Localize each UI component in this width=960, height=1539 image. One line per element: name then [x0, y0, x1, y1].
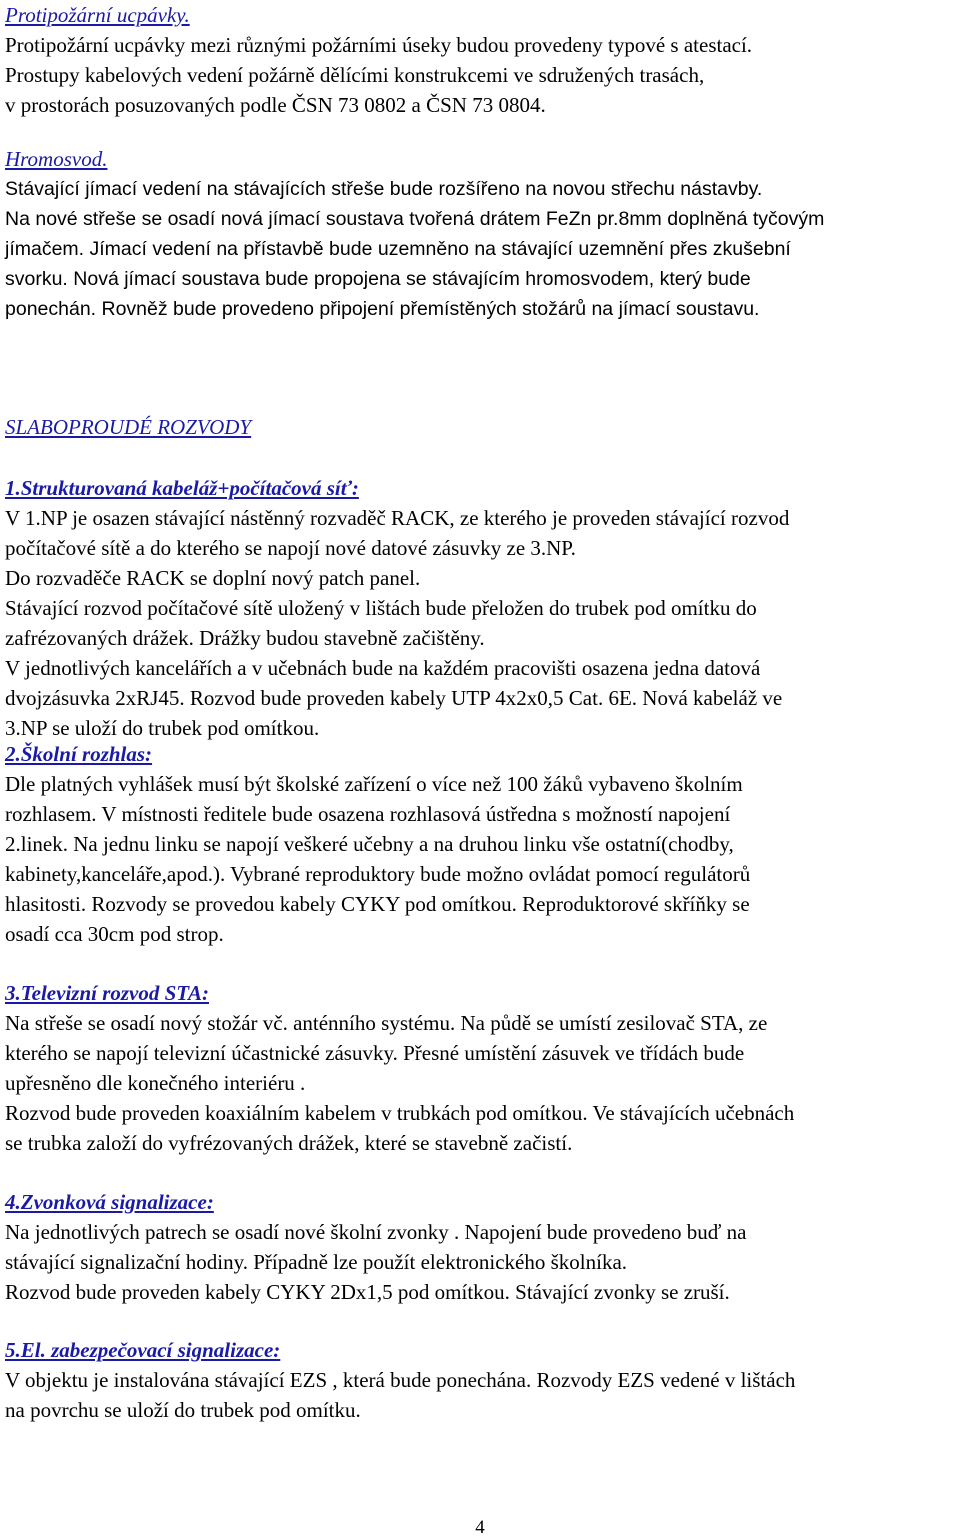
paragraph-line: Stávající rozvod počítačové sítě uložený v lištách bude přeložen do trubek pod omítku do: [5, 596, 757, 620]
section-heading: 4.Zvonková signalizace:: [5, 1190, 214, 1214]
paragraph-line: Rozvod bude proveden koaxiálním kabelem v trubkách pod omítkou. Ve stávajících učebnách: [5, 1101, 795, 1125]
paragraph-line: zafrézovaných drážek. Drážky budou stavebně začištěny.: [5, 626, 485, 650]
paragraph-line: Protipožární ucpávky mezi různými požárními úseky budou provedeny typové s atestací.: [5, 33, 753, 57]
paragraph-line: jímačem. Jímací vedení na přístavbě bude uzemněno na stávající uzemnění přes zkušební: [5, 238, 791, 260]
paragraph-line: Na jednotlivých patrech se osadí nové školní zvonky . Napojení bude provedeno buď na: [5, 1220, 747, 1244]
paragraph-line: 2.linek. Na jednu linku se napojí veškeré učebny a na druhou linku vše ostatní(chodby,: [5, 832, 734, 856]
section-heading: 2.Školní rozhlas:: [5, 742, 153, 766]
paragraph-line: V objektu je instalována stávající EZS , která bude ponechána. Rozvody EZS vedené v lištách: [5, 1368, 796, 1392]
page-number: 4: [475, 1517, 485, 1538]
section-heading: 5.El. zabezpečovací signalizace:: [5, 1338, 281, 1362]
paragraph-line: Prostupy kabelových vedení požárně dělícími konstrukcemi ve sdružených trasách,: [5, 63, 705, 87]
paragraph-line: osadí cca 30cm pod strop.: [5, 922, 224, 946]
section-security-alarm: [5, 1335, 795, 1425]
paragraph-line: na povrchu se uloží do trubek pod omítku.: [5, 1398, 361, 1422]
paragraph-line: Do rozvaděče RACK se doplní nový patch panel.: [5, 566, 421, 590]
paragraph-line: Na nové střeše se osadí nová jímací soustava tvořená drátem FeZn pr.8mm doplněná tyčovým: [5, 208, 825, 230]
paragraph-line: kterého se napojí televizní účastnické zásuvky. Přesné umístění zásuvek ve třídách bude: [5, 1041, 745, 1065]
section-bell-signaling: [5, 1187, 746, 1307]
section-fire-sealing: [5, 0, 752, 120]
paragraph-line: Rozvod bude proveden kabely CYKY 2Dx1,5 pod omítkou. Stávající zvonky se zruší.: [5, 1280, 730, 1304]
paragraph-line: počítačové sítě a do kterého se napojí nové datové zásuvky ze 3.NP.: [5, 536, 576, 560]
paragraph-line: stávající signalizační hodiny. Případně lze použít elektronického školníka.: [5, 1250, 628, 1274]
paragraph-line: se trubka založí do vyfrézovaných drážek, které se stavebně začistí.: [5, 1131, 573, 1155]
section-tv-distribution: [5, 978, 794, 1158]
paragraph-line: svorku. Nová jímací soustava bude propojena se stávajícím hromosvodem, který bude: [5, 268, 751, 290]
section-heading: 3.Televizní rozvod STA:: [5, 981, 209, 1005]
paragraph-line: kabinety,kanceláře,apod.). Vybrané reproduktory bude možno ovládat pomocí regulátorů: [5, 862, 751, 886]
section-heading: 1.Strukturovaná kabeláž+počítačová síť:: [5, 476, 359, 500]
section-lightning-rod: [5, 144, 824, 324]
paragraph-line: dvojzásuvka 2xRJ45. Rozvod bude proveden kabely UTP 4x2x0,5 Cat. 6E. Nová kabeláž ve: [5, 686, 783, 710]
paragraph-line: Dle platných vyhlášek musí být školské zařízení o více než 100 žáků vybaveno školním: [5, 772, 743, 796]
section-low-voltage: [5, 412, 251, 442]
paragraph-line: rozhlasem. V místnosti ředitele bude osazena rozhlasová ústředna s možností napojení: [5, 802, 731, 826]
paragraph-line: Na střeše se osadí nový stožár vč. anténního systému. Na půdě se umístí zesilovač STA, ze: [5, 1011, 768, 1035]
paragraph-line: upřesněno dle konečného interiéru .: [5, 1071, 306, 1095]
paragraph-line: v prostorách posuzovaných podle ČSN 73 0802 a ČSN 73 0804.: [5, 93, 546, 117]
section-school-radio: [5, 739, 750, 949]
paragraph-line: V jednotlivých kancelářích a v učebnách bude na každém pracovišti osazena jedna datová: [5, 656, 761, 680]
paragraph-line: 3.NP se uloží do trubek pod omítkou.: [5, 716, 320, 740]
paragraph-line: V 1.NP je osazen stávající nástěnný rozvaděč RACK, ze kterého je proveden stávající rozvod: [5, 506, 790, 530]
section-structured-cabling: [5, 473, 789, 743]
section-heading: Protipožární ucpávky.: [5, 3, 190, 27]
paragraph-line: hlasitosti. Rozvody se provedou kabely CYKY pod omítkou. Reproduktorové skříňky se: [5, 892, 750, 916]
section-heading: Hromosvod.: [5, 147, 108, 171]
section-heading: SLABOPROUDÉ ROZVODY: [5, 415, 252, 439]
paragraph-line: ponechán. Rovněž bude provedeno připojení přemístěných stožárů na jímací soustavu.: [5, 298, 760, 320]
paragraph-line: Stávající jímací vedení na stávajících střeše bude rozšířeno na novou střechu nástavby.: [5, 178, 763, 200]
